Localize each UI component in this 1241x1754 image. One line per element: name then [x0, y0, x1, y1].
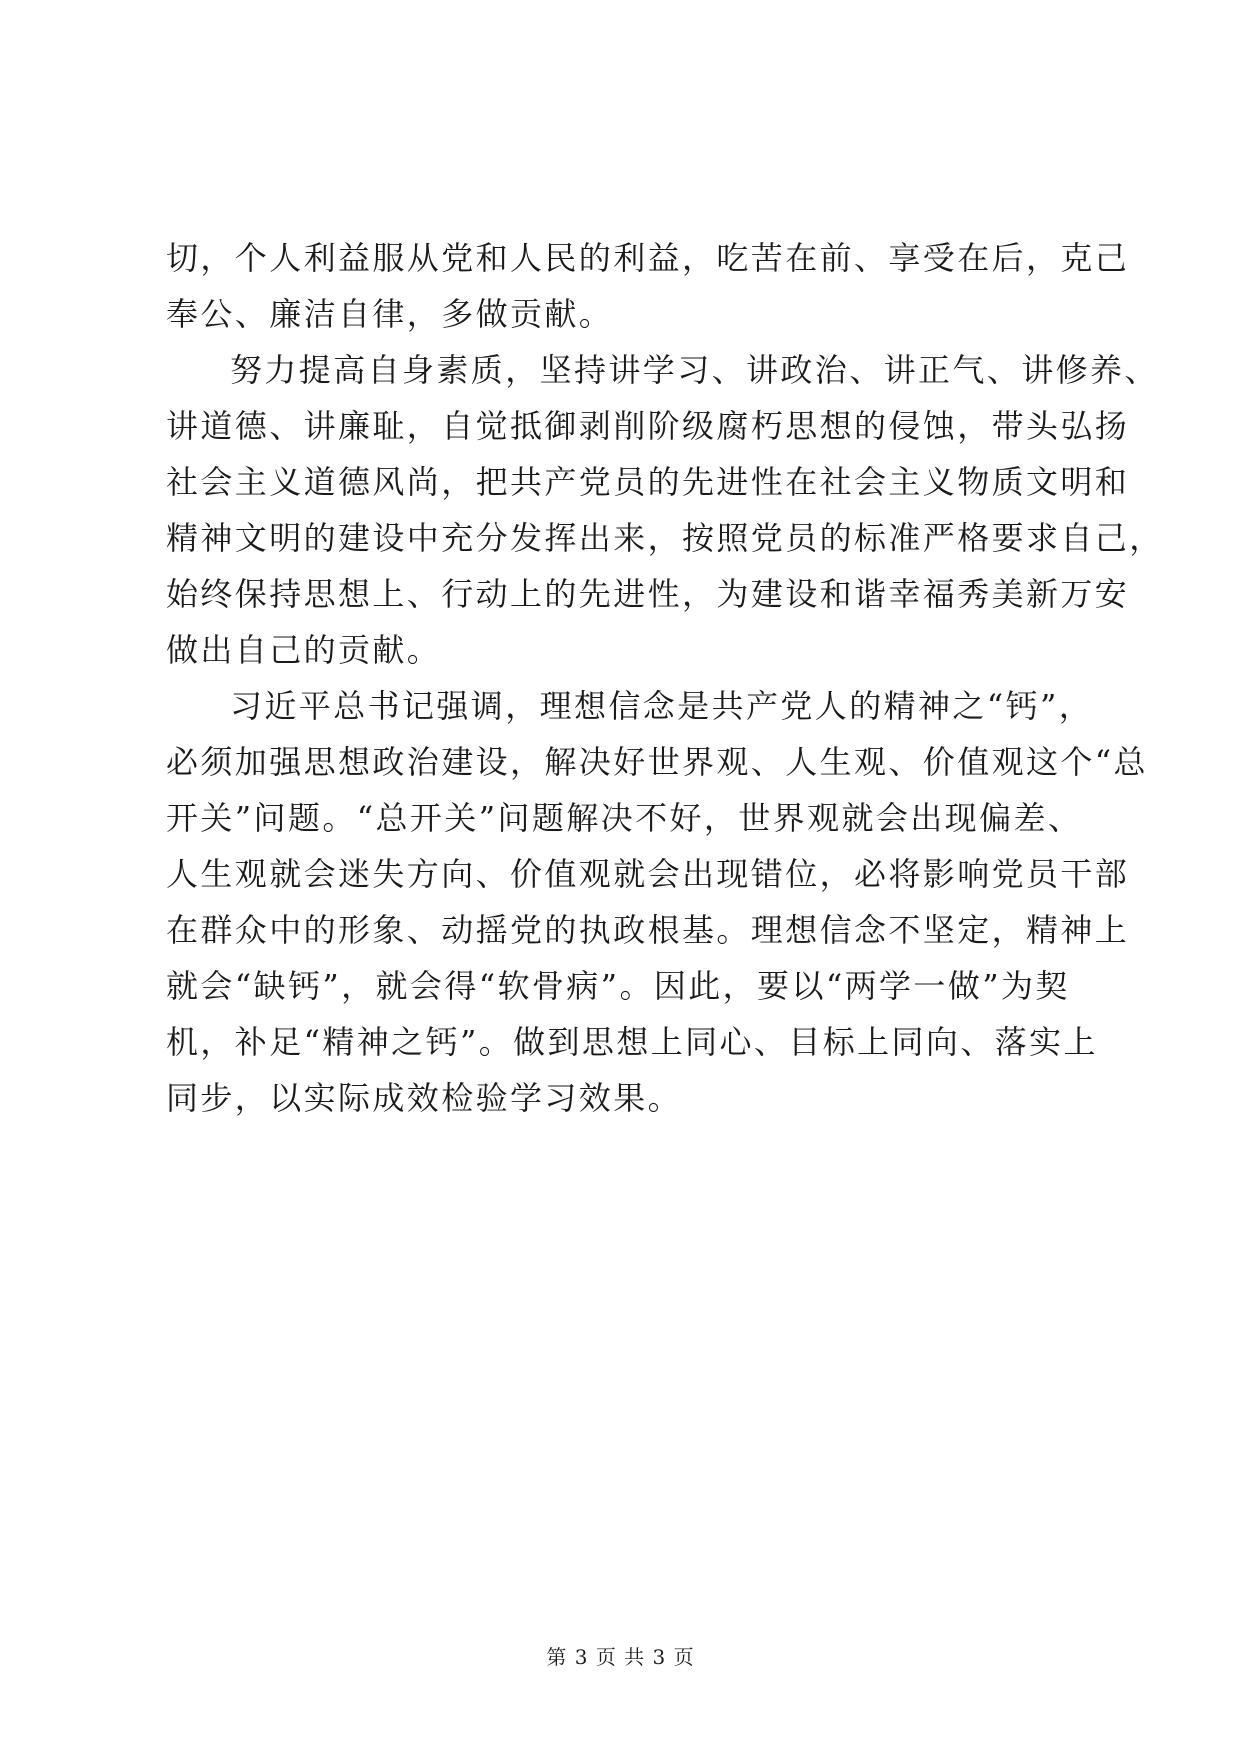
text-line: 必须加强思想政治建设，解决好世界观、人生观、价值观这个“总 — [166, 743, 1148, 781]
text-line: 就会“缺钙”，就会得“软骨病”。因此，要以“两学一做”为契 — [166, 967, 1070, 1005]
text-line: 奉公、廉洁自律，多做贡献。 — [166, 295, 614, 333]
document-body — [166, 230, 1164, 1126]
text-line: 同步，以实际成效检验学习效果。 — [166, 1079, 683, 1117]
text-line: 社会主义道德风尚，把共产党员的先进性在社会主义物质文明和 — [166, 463, 1130, 501]
text-line: 切，个人利益服从党和人民的利益，吃苦在前、享受在后，克己 — [166, 239, 1130, 277]
text-line: 在群众中的形象、动摇党的执政根基。理想信念不坚定，精神上 — [166, 911, 1130, 949]
text-line: 做出自己的贡献。 — [166, 631, 442, 669]
text-line: 始终保持思想上、行动上的先进性，为建设和谐幸福秀美新万安 — [166, 575, 1130, 613]
text-line: 开关”问题。“总开关”问题解决不好，世界观就会出现偏差、 — [166, 799, 1083, 837]
text-line: 人生观就会迷失方向、价值观就会出现错位，必将影响党员干部 — [166, 855, 1130, 893]
text-line: 机，补足“精神之钙”。做到思想上同心、目标上同向、落实上 — [166, 1023, 1098, 1061]
text-line: 讲道德、讲廉耻，自觉抵御剥削阶级腐朽思想的侵蚀，带头弘扬 — [166, 407, 1130, 445]
text-line: 精神文明的建设中充分发挥出来，按照党员的标准严格要求自己， — [166, 519, 1164, 557]
paragraph-start-line: 努力提高自身素质，坚持讲学习、讲政治、讲正气、讲修养、 — [230, 351, 1159, 389]
page-number-footer: 第 3 页 共 3 页 — [546, 1645, 695, 1669]
paragraph-start-line: 习近平总书记强调，理想信念是共产党人的精神之“钙”， — [230, 687, 1094, 725]
